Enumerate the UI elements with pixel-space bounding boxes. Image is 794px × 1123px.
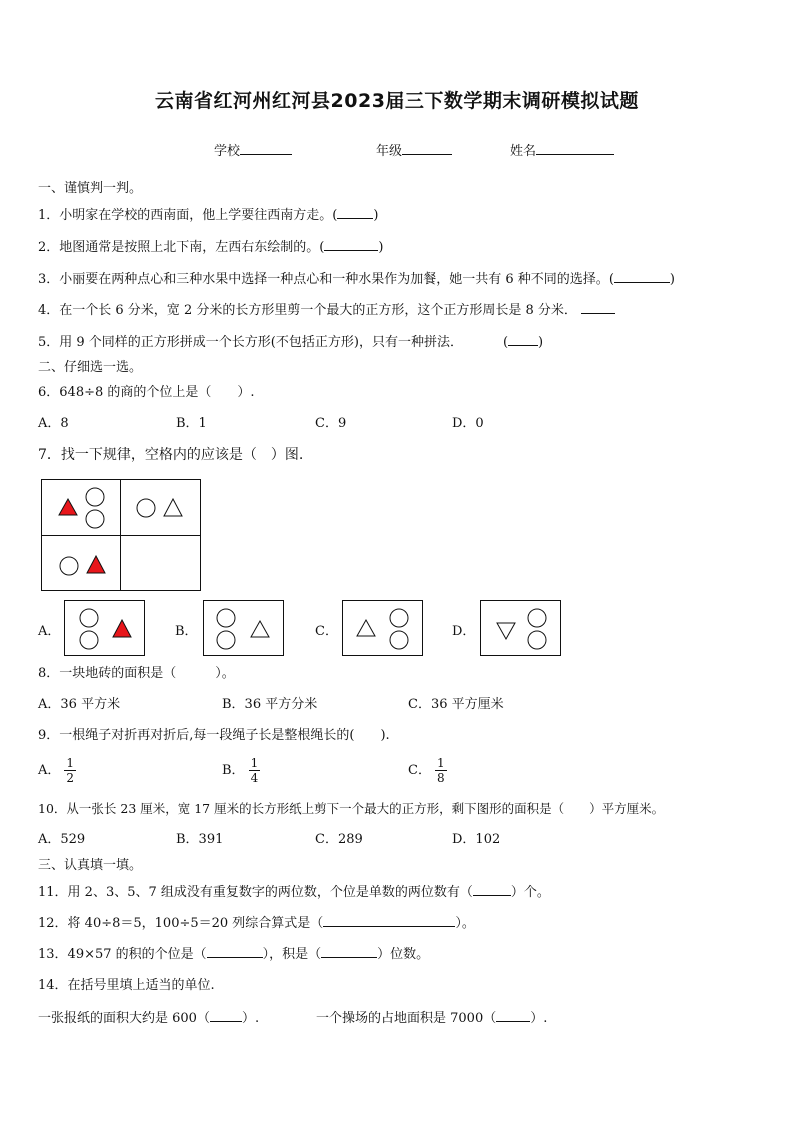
inverted-triangle-icon <box>497 623 515 639</box>
q7-option-a-label[interactable]: A． <box>38 624 61 639</box>
question-2: 2．地图通常是按照上北下南，左西右东绘制的。( ) <box>38 240 384 255</box>
question-1: 1．小明家在学校的西南面，他上学要往西南方走。( ) <box>38 208 379 223</box>
fraction: $\frac{1}{2}$ <box>66 756 75 785</box>
q1-answer-blank[interactable] <box>337 206 373 219</box>
q10-option-d[interactable]: D．102 <box>452 832 501 847</box>
q9-option-b[interactable] <box>222 756 260 785</box>
q7-option-c-label[interactable]: C． <box>315 624 338 639</box>
q9-option-a-label: A． <box>38 763 61 778</box>
q6-option-a[interactable]: A．8 <box>38 416 69 431</box>
question-7: 7．找一下规律，空格内的应该是（ ）图. <box>38 447 304 463</box>
red-triangle-icon <box>113 620 131 637</box>
question-12: 12．将 40÷8＝5，100÷5＝20 列综合算式是（ ）。 <box>38 916 475 931</box>
circle-icon <box>86 510 104 528</box>
question-3-text: 3．小丽要在两种点心和三种水果中选择一种点心和一种水果作为加餐，她一共有 6 种不同的选择。 <box>38 272 609 287</box>
q13-answer-blank-1[interactable] <box>207 945 263 958</box>
q2-answer-blank[interactable] <box>324 238 378 251</box>
q10-option-c[interactable]: C．289 <box>315 832 363 847</box>
question-11-text: 11．用 2、3、5、7 组成没有重复数字的两位数，个位是单数的两位数有（ <box>38 885 473 900</box>
section3-heading: 三、认真填一填。 <box>38 858 143 873</box>
question-4-text: 4．在一个长 6 分米，宽 2 分米的长方形里剪一个最大的正方形，这个正方形周长是 8 分米． <box>38 303 577 318</box>
q9-option-a[interactable] <box>38 756 76 785</box>
circle-icon <box>80 631 98 649</box>
question-14: 14．在括号里填上适当的单位. <box>38 978 215 993</box>
question-2-text: 2．地图通常是按照上北下南，左西右东绘制的。 <box>38 240 320 255</box>
grade-field <box>376 140 452 159</box>
school-label: 学校 <box>214 144 241 159</box>
circle-icon <box>528 609 546 627</box>
question-1-text: 1．小明家在学校的西南面，他上学要往西南方走。 <box>38 208 333 223</box>
school-blank[interactable] <box>240 141 292 155</box>
question-5: 5．用 9 个同样的正方形拼成一个长方形(不包括正方形)，只有一种拼法． ( ) <box>38 335 544 350</box>
question-12-text: 12．将 40÷8＝5，100÷5＝20 列综合算式是（ <box>38 916 324 931</box>
q13-answer-blank-2[interactable] <box>321 945 377 958</box>
q6-option-c[interactable]: C．9 <box>315 416 347 431</box>
q10-option-a[interactable]: A．529 <box>38 832 86 847</box>
circle-icon <box>390 631 408 649</box>
question-8: 8．一块地砖的面积是（ ）。 <box>38 666 235 681</box>
grade-blank[interactable] <box>402 141 452 155</box>
q14b-answer-blank[interactable] <box>496 1009 530 1022</box>
circle-icon <box>390 609 408 627</box>
q14a-answer-blank[interactable] <box>210 1009 242 1022</box>
q9-option-c[interactable] <box>408 756 447 785</box>
section2-heading: 二、仔细选一选。 <box>38 360 143 375</box>
q7-option-a-figure[interactable] <box>64 600 145 656</box>
name-field <box>510 140 614 159</box>
q8-option-c[interactable]: C．36 平方厘米 <box>408 697 504 712</box>
question-9: 9．一根绳子对折再对折后,每一段绳子长是整根绳长的( ). <box>38 728 390 743</box>
red-triangle-icon <box>59 499 77 515</box>
question-11: 11．用 2、3、5、7 组成没有重复数字的两位数，个位是单数的两位数有（ ）个。 <box>38 885 550 900</box>
q8-option-b[interactable]: B．36 平方分米 <box>222 697 318 712</box>
q8-option-a[interactable]: A．36 平方米 <box>38 697 121 712</box>
q14-part-b-text: 一个操场的占地面积是 7000（ <box>316 1011 497 1026</box>
question-13-text: 13．49×57 的积的个位是（ <box>38 947 207 962</box>
q9-option-c-label: C． <box>408 763 431 778</box>
school-field <box>214 140 292 159</box>
q3-answer-blank[interactable] <box>614 270 670 283</box>
circle-icon <box>86 488 104 506</box>
question-3: 3．小丽要在两种点心和三种水果中选择一种点心和一种水果作为加餐，她一共有 6 种不同的选择。( ) <box>38 272 675 287</box>
circle-icon <box>80 609 98 627</box>
circle-icon <box>217 609 235 627</box>
triangle-icon <box>251 621 269 637</box>
q9-option-b-label: B． <box>222 763 245 778</box>
question-10: 10．从一张长 23 厘米，宽 17 厘米的长方形纸上剪下一个最大的正方形，剩下图形的面积是（ ）平方厘米。 <box>38 801 665 816</box>
q5-answer-blank[interactable] <box>508 333 538 346</box>
section1-heading: 一、谨慎判一判。 <box>38 181 143 196</box>
grade-label: 年级 <box>376 144 403 159</box>
q7-option-d-figure[interactable] <box>480 600 561 656</box>
question-4 <box>38 301 615 320</box>
q7-option-c-figure[interactable] <box>342 600 423 656</box>
circle-icon <box>137 499 155 517</box>
q7-option-d-label[interactable]: D． <box>452 624 476 639</box>
name-blank[interactable] <box>536 141 614 155</box>
question-5-text: 5．用 9 个同样的正方形拼成一个长方形(不包括正方形)，只有一种拼法． <box>38 335 463 350</box>
circle-icon <box>60 557 78 575</box>
q14-part-a-text: 一张报纸的面积大约是 600（ <box>38 1011 210 1026</box>
q12-answer-blank[interactable] <box>323 914 455 927</box>
q10-option-b[interactable]: B．391 <box>176 832 224 847</box>
fraction: $\frac{1}{8}$ <box>436 756 445 785</box>
q6-option-b[interactable]: B．1 <box>176 416 207 431</box>
question-14-part-b: 一个操场的占地面积是 7000（ ）. <box>316 1011 548 1026</box>
name-label: 姓名 <box>510 144 537 159</box>
q7-option-b-figure[interactable] <box>203 600 284 656</box>
circle-icon <box>528 631 546 649</box>
circle-icon <box>217 631 235 649</box>
q4-answer-blank[interactable] <box>581 301 615 314</box>
q11-answer-blank[interactable] <box>473 883 511 896</box>
question-14-part-a: 一张报纸的面积大约是 600（ ）. <box>38 1011 260 1026</box>
q7-option-b-label[interactable]: B． <box>175 624 198 639</box>
q6-option-d[interactable]: D．0 <box>452 416 484 431</box>
red-triangle-icon <box>87 556 105 573</box>
fraction: $\frac{1}{4}$ <box>250 756 259 785</box>
pattern-grid <box>41 479 201 591</box>
page-title: 云南省红河州红河县2023届三下数学期末调研模拟试题 <box>155 90 639 112</box>
triangle-icon <box>164 499 182 516</box>
question-6: 6．648÷8 的商的个位上是（ ）. <box>38 385 255 400</box>
triangle-icon <box>357 620 375 636</box>
question-13: 13．49×57 的积的个位是（ ），积是（ ）位数。 <box>38 947 430 962</box>
